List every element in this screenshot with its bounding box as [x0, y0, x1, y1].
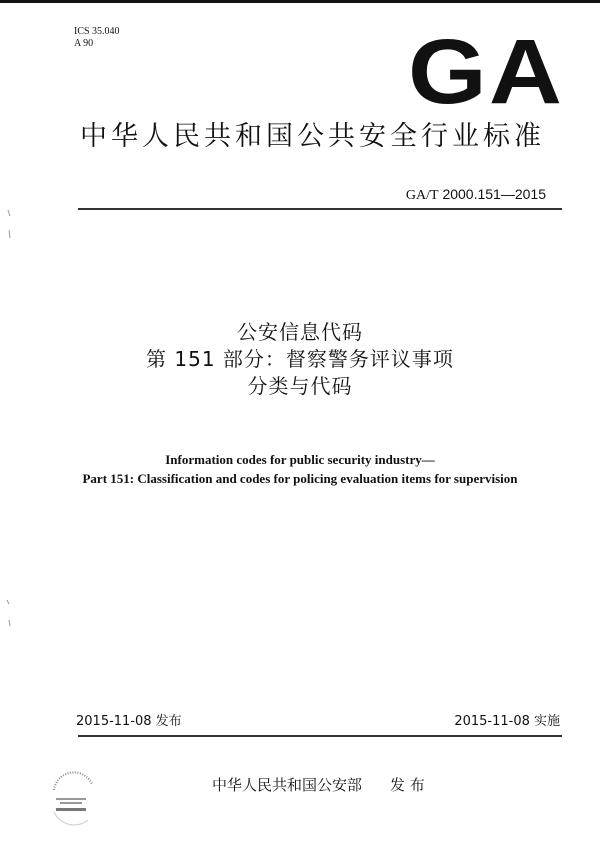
publisher-name: 中华人民共和国公安部: [212, 776, 363, 794]
ccs-code: A 90: [74, 38, 94, 49]
standard-number: [406, 186, 546, 204]
publish-label: 发 布: [390, 776, 425, 794]
classification-codes: [74, 26, 120, 50]
implement-date: 2015-11-08 实施: [454, 714, 560, 729]
title-line-2: 第 151 部分：督察警务评议事项: [146, 347, 454, 371]
library-stamp-icon: [48, 762, 98, 828]
divider: [78, 208, 562, 210]
title-line-3: 分类与代码: [247, 374, 353, 398]
code-number: 2000.151—2015: [442, 186, 546, 202]
english-title-line-2: Part 151: Classification and codes for policing evaluation items for supervision: [82, 471, 518, 486]
ics-code: ICS 35.040: [74, 26, 120, 37]
national-standard-title: 中华人民共和国公共安全行业标准: [80, 121, 545, 152]
ga-logo: GA: [408, 21, 565, 123]
code-prefix: GA/T: [405, 188, 439, 203]
issue-date: 2015-11-08 发布: [76, 714, 182, 729]
scan-border: [0, 0, 600, 3]
english-title-line-1: Information codes for public security industry—: [165, 452, 435, 467]
divider: [78, 735, 562, 737]
scan-artifact-marks: [4, 200, 14, 640]
publisher: [212, 774, 425, 795]
title-line-1: 公安信息代码: [237, 320, 363, 344]
